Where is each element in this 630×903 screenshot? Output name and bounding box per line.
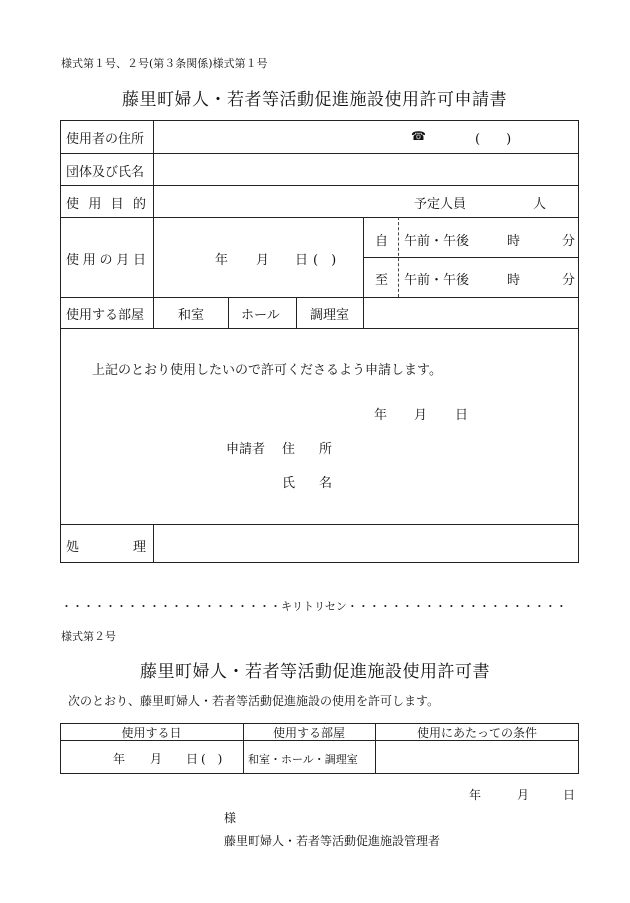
sign-month-unit: 月 <box>414 408 428 423</box>
issue-year-unit: 年 <box>469 788 482 802</box>
date-year-unit: 年 <box>215 253 229 268</box>
address-label: 使用者の住所 <box>66 132 145 147</box>
room-option-washitsu: 和室 <box>178 308 205 323</box>
permit-date-month-unit: 月 <box>150 752 163 766</box>
to-label: 至 <box>375 273 389 288</box>
header-use-room: 使用する部屋 <box>272 726 345 740</box>
date-month-unit: 月 <box>256 253 270 268</box>
date-weekday-parens: ( ) <box>313 253 337 268</box>
sign-year-unit: 年 <box>374 408 388 423</box>
permit-date-day-unit: 日 <box>186 752 199 766</box>
from-label: 自 <box>375 234 389 249</box>
permit-date-weekday-parens: ( ) <box>201 752 223 766</box>
header-use-date: 使用する日 <box>121 726 182 740</box>
permit-form-number: 様式第２号 <box>61 630 116 643</box>
people-unit: 人 <box>533 197 547 212</box>
cut-line: ・・・・・・・・・・・・・・・・・・・・キリトリセン・・・・・・・・・・・・・・・・・・・・ <box>61 600 567 613</box>
from-minute-unit: 分 <box>562 234 576 249</box>
phone-parens: ( ) <box>475 132 512 147</box>
issuer-name: 藤里町婦人・若者等活動促進施設管理者 <box>224 834 441 848</box>
to-minute-unit: 分 <box>562 273 576 288</box>
permit-date-year-unit: 年 <box>113 752 126 766</box>
room-option-kitchen: 調理室 <box>310 308 350 323</box>
room-option-hall: ホール <box>241 308 280 323</box>
applicant-address-char-2: 所 <box>319 442 333 457</box>
applicant-name-char-2: 名 <box>319 476 333 491</box>
application-statement: 上記のとおり使用したいので許可くださるよう申請します。 <box>92 363 442 378</box>
from-hour-unit: 時 <box>507 234 521 249</box>
addressee-suffix: 様 <box>224 811 237 825</box>
form-number-note: 様式第１号、２号(第３条関係)様式第１号 <box>61 57 268 70</box>
purpose-label: 使 用 目 的 <box>66 197 146 212</box>
room-label: 使用する部屋 <box>66 308 145 323</box>
applicant-label: 申請者 <box>226 442 266 457</box>
applicant-name-char-1: 氏 <box>282 476 296 491</box>
to-ampm: 午前・午後 <box>404 273 470 288</box>
permit-title: 藤里町婦人・若者等活動促進施設使用許可書 <box>140 662 490 682</box>
from-ampm: 午前・午後 <box>404 234 470 249</box>
group-name-label: 団体及び氏名 <box>66 165 145 180</box>
to-hour-unit: 時 <box>507 273 521 288</box>
permit-room-value: 和室・ホール・調理室 <box>248 753 358 766</box>
permit-intro: 次のとおり、藤里町婦人・若者等活動促進施設の使用を許可します。 <box>68 694 440 708</box>
issue-month-unit: 月 <box>517 788 530 802</box>
processing-label: 処 理 <box>66 540 146 555</box>
application-title: 藤里町婦人・若者等活動促進施設使用許可申請書 <box>122 90 507 110</box>
application-table-border <box>60 120 579 563</box>
header-conditions: 使用にあたっての条件 <box>416 726 537 740</box>
sign-day-unit: 日 <box>455 408 469 423</box>
expected-people-label: 予定人員 <box>414 197 467 212</box>
issue-day-unit: 日 <box>563 788 576 802</box>
date-day-unit: 日 <box>295 253 309 268</box>
applicant-address-char-1: 住 <box>282 442 296 457</box>
usage-date-label: 使 用 の 月 日 <box>66 253 146 268</box>
phone-icon: ☎ <box>411 129 426 143</box>
